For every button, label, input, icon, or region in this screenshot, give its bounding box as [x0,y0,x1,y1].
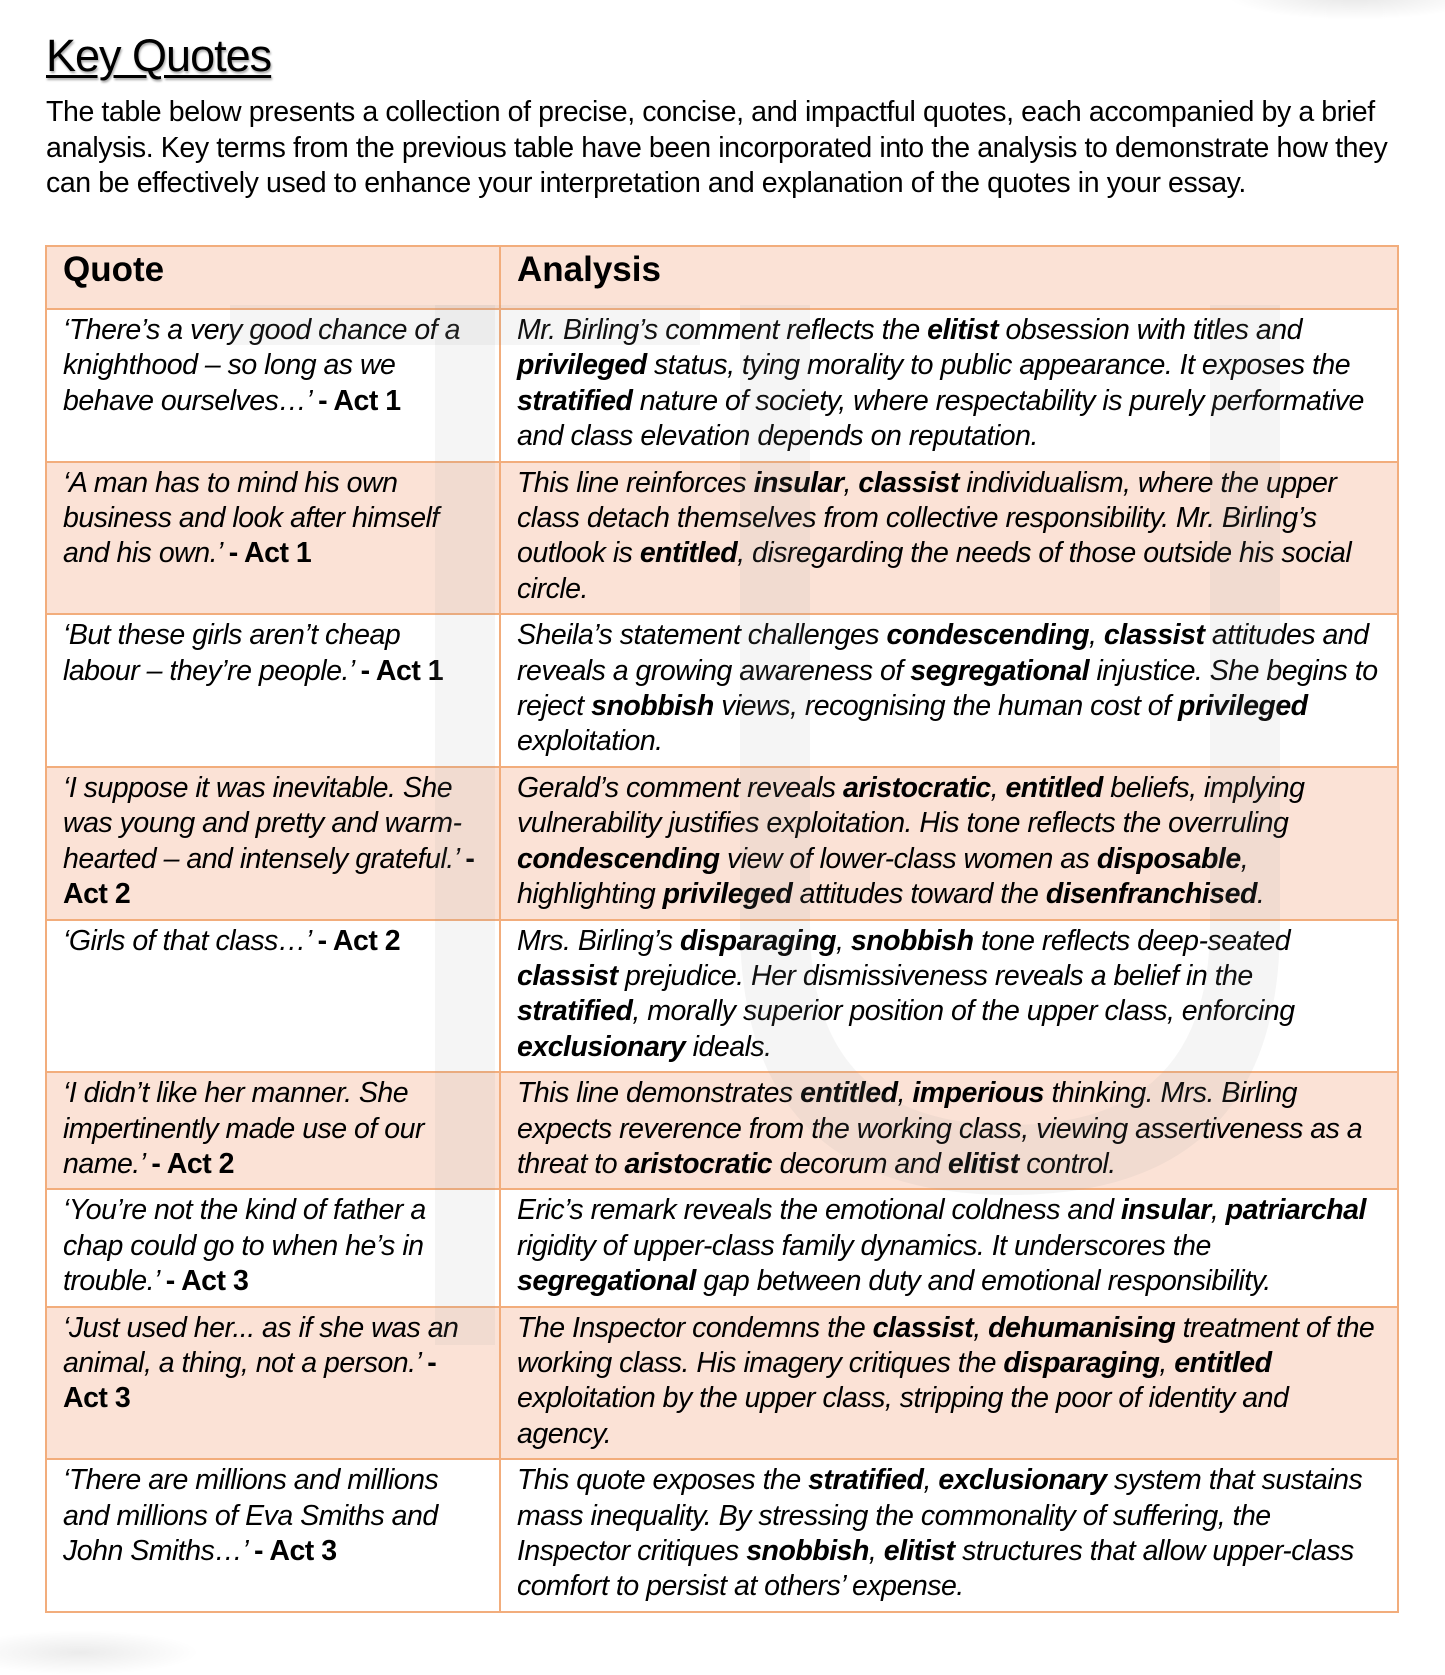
analysis-text: This line reinforces [517,466,754,499]
key-term: elitist [927,314,999,346]
key-term: privileged [1177,690,1308,723]
key-term: elitist [883,1535,955,1567]
key-term: insular [1120,1194,1211,1227]
analysis-text: decorum and [772,1147,948,1180]
key-term: condescending [517,842,720,875]
act-label: - Act 2 [151,1147,234,1180]
table-row [46,920,1398,1073]
table-row [46,1307,1398,1460]
act-label: - Act 2 [317,924,401,957]
quote-cell [46,767,500,920]
analysis-cell [500,1459,1398,1612]
analysis-text: The Inspector condemns the [517,1311,873,1344]
analysis-text: thinking. Mrs. Birling expects reverence from the working class, viewing assertiveness as a threat to [517,1077,1363,1180]
analysis-text: view of lower-class women as [719,842,1097,875]
act-label: - Act 1 [228,537,312,570]
quote-text: ‘Just used her... as if she was an animal, a thing, not a person.’ [63,1311,459,1379]
key-term: disparaging [680,924,837,957]
analysis-text: , [836,924,851,957]
analysis-text: attitudes toward the [792,878,1046,911]
analysis-cell [500,1307,1398,1460]
analysis-text: individualism, where the upper class detach themselves from collective responsibility. Mr. Birling’s outlook is [517,466,1337,570]
table-row [46,614,1398,767]
analysis-text: , disregarding the needs of those outside his social circle. [517,537,1352,605]
analysis-text: , [843,466,859,499]
key-term: dehumanising [988,1311,1176,1344]
intro-paragraph: The table below presents a collection of precise, concise, and impactful quotes, each accompanied by a brief analysis. Key terms from the previous table have been incorporated into the analysis to demonstrate how they can be effectively used to enhance your interpretation and explanation of the quotes in your essay. [46,96,1388,199]
key-term: aristocratic [624,1147,773,1180]
analysis-text: Mrs. Birling’s [517,924,680,957]
analysis-text: views, recognising the human cost of [713,690,1178,723]
act-label: - Act 3 [165,1265,249,1298]
table-header-row [46,246,1398,309]
analysis-text: , [897,1077,913,1110]
key-term: classist [1103,619,1205,652]
quote-text: ‘There’s a very good chance of a knighthood – so long as we behave ourselves…’ [63,314,460,417]
analysis-text: , [923,1464,939,1497]
key-term: entitled [1174,1346,1272,1379]
key-term: privileged [662,878,793,911]
key-term: insular [753,466,844,499]
analysis-text: structures that allow upper-class comfort to persist at others’ expense. [517,1535,1354,1603]
column-header-analysis: Analysis [500,246,1398,309]
quote-cell [46,920,500,1073]
quote-cell [46,1307,500,1460]
quote-cell [46,1072,500,1189]
key-term: segregational [517,1265,696,1298]
analysis-cell [500,614,1398,767]
quote-text: ‘A man has to mind his own business and look after himself and his own.’ [63,466,439,570]
analysis-text: beliefs, implying vulnerability justifies exploitation. His tone reflects the overruling [517,771,1305,840]
analysis-text: ideals. [685,1030,772,1063]
analysis-text: injustice. She begins to reject [517,654,1378,723]
key-term: snobbish [746,1535,869,1567]
table-row [46,1072,1398,1189]
analysis-text: obsession with titles and [998,314,1302,346]
analysis-text: This line demonstrates [517,1077,801,1110]
table-row [46,1459,1398,1612]
analysis-text: tone reflects deep-seated [973,924,1291,957]
analysis-text: control. [1018,1147,1116,1180]
key-term: entitled [639,537,738,570]
analysis-text: , [868,1535,884,1567]
analysis-text: Mr. Birling’s comment reflects the [517,314,928,346]
analysis-text: , [1089,619,1104,652]
page-curl-shadow-top-right [1225,0,1445,20]
key-term: entitled [800,1077,898,1110]
quote-cell [46,614,500,767]
quote-text: ‘I suppose it was inevitable. She was young and pretty and warm-hearted – and intensely grateful.’ [63,771,462,875]
key-term: aristocratic [842,771,991,804]
analysis-cell [500,309,1398,462]
analysis-text: , [1159,1346,1175,1379]
key-term: classist [517,959,618,992]
key-term: disenfranchised [1045,878,1257,911]
analysis-text: prejudice. Her dismissiveness reveals a belief in the [617,959,1253,992]
key-term: stratified [517,995,633,1028]
table-row [46,767,1398,920]
key-term: imperious [912,1077,1045,1110]
quote-text: ‘I didn’t like her manner. She impertinently made use of our name.’ [63,1077,424,1180]
key-term: classist [858,466,959,499]
act-label: - Act 3 [63,1346,437,1415]
table-row [46,1189,1398,1306]
quote-text: ‘But these girls aren’t cheap labour – they’re people.’ [63,619,401,687]
key-term: privileged [517,349,647,382]
quote-cell [46,462,500,615]
key-term: exclusionary [517,1030,686,1063]
analysis-text: , [990,771,1006,804]
analysis-text: Eric’s remark reveals the emotional coldness and [517,1194,1121,1227]
key-term: disparaging [1003,1346,1160,1379]
key-term: patriarchal [1225,1194,1366,1227]
act-label: - Act 1 [360,654,444,687]
act-label: - Act 1 [318,384,401,417]
analysis-text: Gerald’s comment reveals [517,771,843,804]
analysis-text: exploitation. [517,725,663,758]
analysis-text: nature of society, where respectability is purely performative and class elevation depends on reputation. [517,384,1364,453]
analysis-cell [500,462,1398,615]
page-curl-shadow-bottom-left [0,1630,200,1675]
analysis-cell [500,1072,1398,1189]
analysis-text: Sheila’s statement challenges [517,619,887,652]
page-title: Key Quotes [46,30,272,81]
key-term: elitist [947,1147,1019,1180]
quote-cell [46,1189,500,1306]
analysis-cell [500,1189,1398,1306]
analysis-text: , [1210,1194,1226,1227]
key-term: classist [872,1311,974,1344]
analysis-text: system that sustains mass inequality. By stressing the commonality of suffering, the Inspector critiques [517,1464,1363,1567]
table-row [46,462,1398,615]
key-term: disposable [1096,842,1241,875]
table-row [46,309,1398,462]
analysis-cell [500,767,1398,920]
quote-cell [46,1459,500,1612]
analysis-text: , [973,1311,989,1344]
quote-text: ‘You’re not the kind of father a chap could go to when he’s in trouble.’ [63,1194,426,1298]
analysis-text: exploitation by the upper class, stripping the poor of identity and agency. [517,1382,1289,1450]
key-term: stratified [808,1464,924,1497]
analysis-text: treatment of the working class. His imagery critiques the [517,1311,1375,1379]
key-term: stratified [517,384,633,417]
key-term: snobbish [850,924,974,957]
act-label: - Act 2 [63,842,475,911]
key-term: exclusionary [938,1464,1107,1497]
analysis-text: status, tying morality to public appearance. It exposes the [646,349,1351,382]
quote-text: ‘Girls of that class…’ [63,924,311,957]
key-term: segregational [910,654,1090,687]
key-quotes-table [45,245,1399,1613]
key-term: entitled [1005,771,1103,804]
quote-text: ‘There are millions and millions and millions of Eva Smiths and John Smiths…’ [63,1464,439,1567]
analysis-text: rigidity of upper-class family dynamics. It underscores the [517,1229,1211,1262]
key-term: condescending [886,619,1090,652]
analysis-text: This quote exposes the [517,1464,809,1497]
analysis-text: attitudes and reveals a growing awareness of [517,619,1369,687]
quote-cell [46,309,500,462]
column-header-quote: Quote [46,246,500,309]
analysis-text: gap between duty and emotional responsibility. [695,1265,1271,1298]
analysis-text: . [1256,878,1265,911]
key-term: snobbish [591,690,714,723]
act-label: - Act 3 [254,1535,337,1567]
analysis-cell [500,920,1398,1073]
analysis-text: , morally superior position of the upper class, enforcing [632,995,1295,1028]
analysis-text: , highlighting [517,842,1249,911]
